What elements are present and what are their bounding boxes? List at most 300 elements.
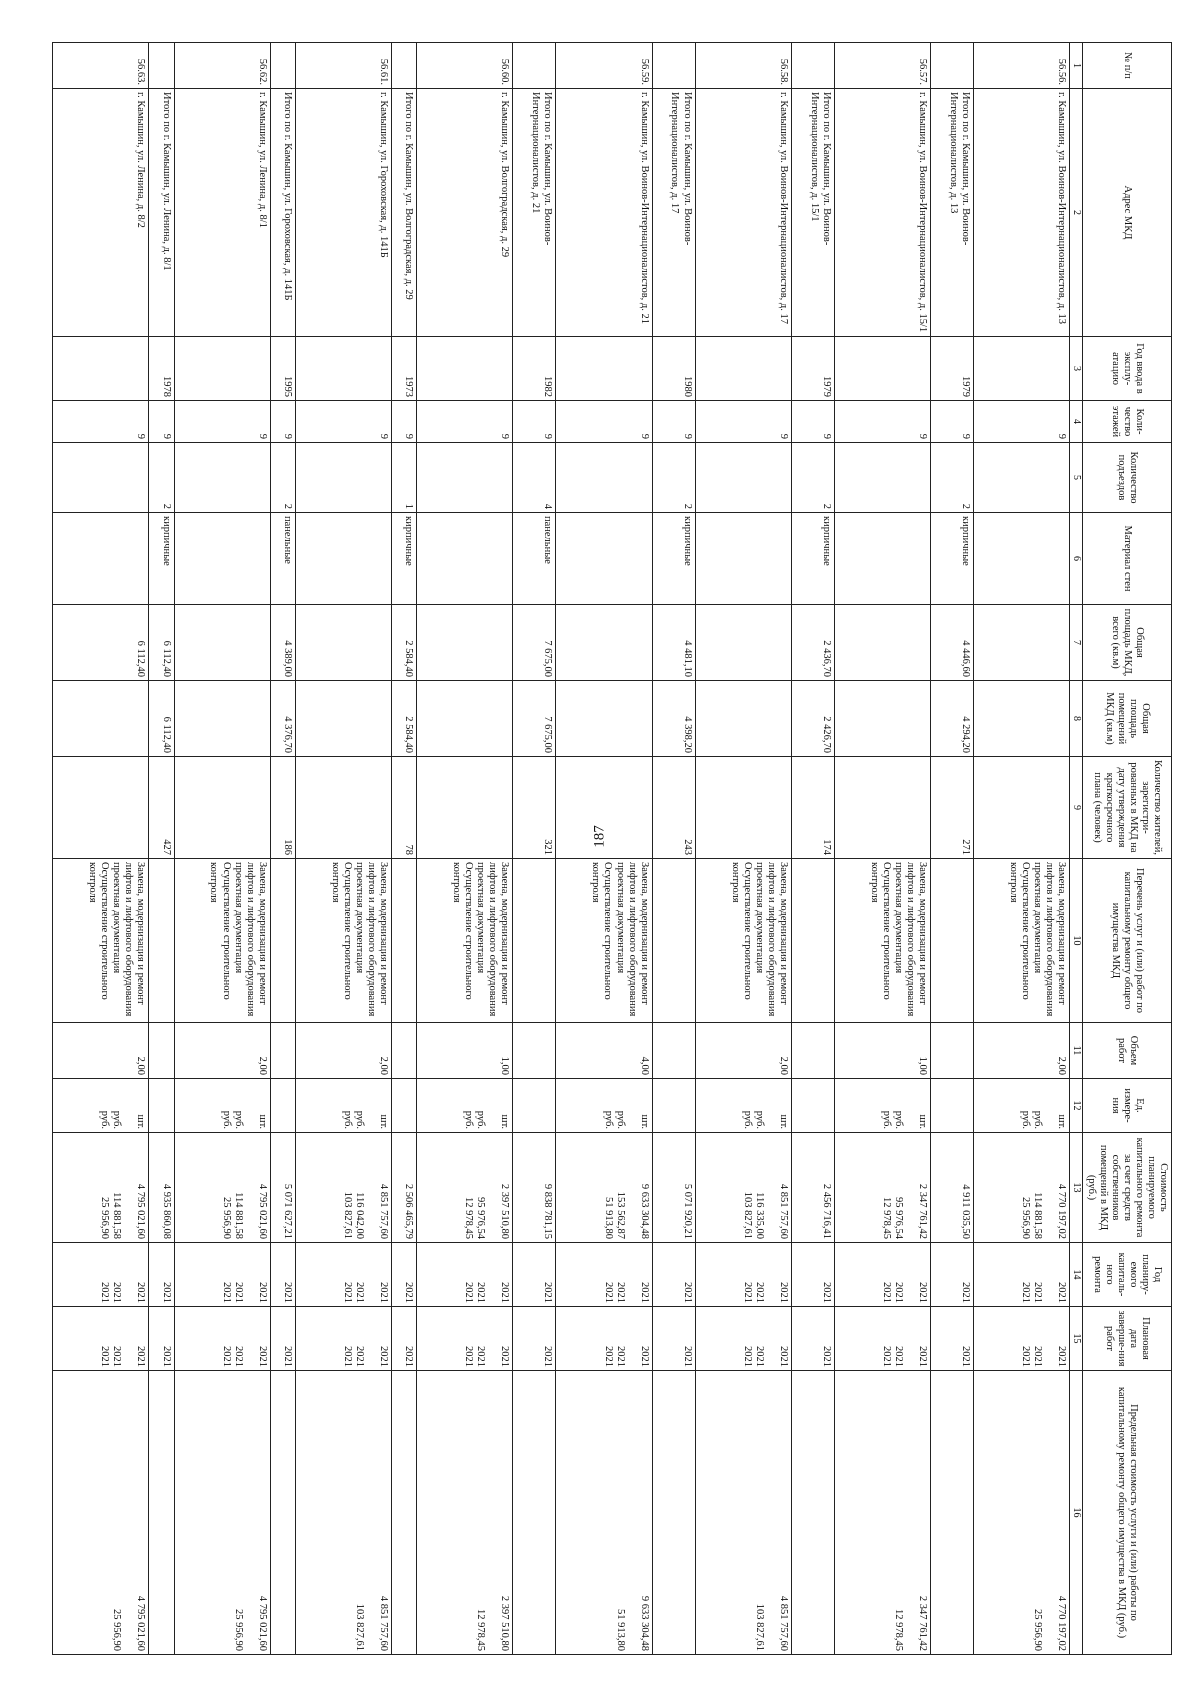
entrances-cell bbox=[930, 443, 973, 513]
plan-year-cell bbox=[53, 1243, 149, 1307]
volume-value: 2,00 bbox=[256, 1056, 268, 1075]
work-item-value: проектная документация bbox=[354, 862, 365, 974]
plan-year-value: 2021 bbox=[959, 1282, 971, 1303]
address-value: Итого по г. Камышин, ул. Гороховская, д. 141Б bbox=[281, 92, 293, 301]
plan-year-cell bbox=[392, 1243, 417, 1307]
column-number: 1 bbox=[1070, 43, 1083, 89]
plan-year-value: 2021 bbox=[681, 1282, 693, 1303]
material-cell bbox=[930, 513, 973, 605]
address-value: Итого по г. Камышин, ул. Воинов-Интернационалистов, д. 17 bbox=[669, 92, 693, 246]
entrances-cell bbox=[652, 443, 695, 513]
plan-year-value: 2021 bbox=[1056, 1282, 1068, 1303]
year-cell bbox=[149, 337, 174, 401]
header-cell: Стоимость планируемого капитального ремонта за счет средств собственников помещений в МКД (руб.) bbox=[1082, 1133, 1171, 1243]
unit-cell bbox=[834, 1079, 930, 1133]
work-item-cell bbox=[295, 859, 391, 1023]
work-item-cell bbox=[834, 859, 930, 1023]
cost-value bbox=[244, 1136, 256, 1239]
entrances-cell bbox=[295, 443, 391, 513]
plan-year-value: 2021 bbox=[463, 1282, 475, 1303]
column-number: 3 bbox=[1070, 337, 1083, 401]
limit-cost-value: 12 978,45 bbox=[892, 1609, 904, 1651]
work-item-value: проектная документация bbox=[475, 862, 487, 974]
end-year-cell bbox=[930, 1307, 973, 1371]
num-cell bbox=[973, 43, 1069, 89]
volume-value: 2,00 bbox=[777, 1056, 789, 1075]
plan-year-value: 2021 bbox=[354, 1282, 366, 1303]
work-item-cell bbox=[417, 859, 513, 1023]
area-rooms-cell bbox=[295, 681, 391, 757]
floors-value: 9 bbox=[959, 433, 971, 439]
plan-year-value: 2021 bbox=[741, 1282, 753, 1303]
work-item-value: проектная документация bbox=[1031, 862, 1043, 974]
limit-cost-cell bbox=[652, 1371, 695, 1655]
plan-year-value: 2021 bbox=[281, 1282, 293, 1303]
num-cell bbox=[834, 43, 930, 89]
address-cell bbox=[417, 89, 513, 337]
end-year-value: 2021 bbox=[354, 1346, 366, 1367]
residents-cell bbox=[556, 757, 652, 859]
unit-cell bbox=[930, 1079, 973, 1133]
limit-cost-value: 4 851 757,60 bbox=[378, 1595, 390, 1651]
volume-value: 2,00 bbox=[135, 1056, 147, 1075]
limit-cost-cell bbox=[930, 1371, 973, 1655]
area-total-value: 4 446,60 bbox=[959, 640, 971, 677]
num-cell bbox=[392, 43, 417, 89]
floors-cell bbox=[174, 401, 270, 443]
end-year-value bbox=[765, 1310, 777, 1367]
cost-cell bbox=[174, 1133, 270, 1243]
year-cell bbox=[392, 337, 417, 401]
floors-value: 9 bbox=[820, 433, 832, 439]
floors-value: 9 bbox=[499, 433, 511, 439]
table-row-total bbox=[791, 43, 834, 1655]
plan-year-value: 2021 bbox=[614, 1282, 626, 1303]
work-item-value: Замена, модернизация и ремонт лифтов и лифтового оборудования bbox=[904, 862, 928, 1017]
year-cell bbox=[295, 337, 391, 401]
residents-value: 186 bbox=[281, 839, 293, 855]
plan-year-cell bbox=[834, 1243, 930, 1307]
year-cell bbox=[930, 337, 973, 401]
cost-value bbox=[122, 1136, 134, 1239]
area-rooms-value: 4 294,20 bbox=[959, 716, 971, 753]
cost-value bbox=[626, 1136, 638, 1239]
plan-year-value: 2021 bbox=[403, 1282, 415, 1303]
entrances-cell bbox=[53, 443, 149, 513]
end-year-cell bbox=[270, 1307, 295, 1371]
limit-cost-value bbox=[486, 1374, 498, 1651]
unit-value: шт. bbox=[638, 1114, 650, 1129]
cost-value: 4 911 035,50 bbox=[959, 1184, 971, 1239]
floors-value: 9 bbox=[256, 433, 268, 439]
material-cell bbox=[417, 513, 513, 605]
work-item-value: Замена, модернизация и ремонт лифтов и лифтового оборудования bbox=[626, 862, 650, 1017]
limit-cost-value: 2 347 761,42 bbox=[916, 1595, 928, 1651]
entrances-cell bbox=[270, 443, 295, 513]
limit-cost-value: 103 827,61 bbox=[354, 1603, 366, 1651]
plan-year-value: 2021 bbox=[342, 1282, 353, 1303]
header-cell: Адрес МКД bbox=[1082, 89, 1171, 337]
residents-value: 427 bbox=[160, 839, 172, 855]
end-year-value: 2021 bbox=[741, 1346, 753, 1367]
floors-cell bbox=[695, 401, 791, 443]
cost-value: 4 851 757,60 bbox=[777, 1183, 789, 1239]
cost-value: 51 913,80 bbox=[602, 1197, 614, 1239]
plan-year-value bbox=[1043, 1246, 1055, 1303]
limit-cost-cell bbox=[174, 1371, 270, 1655]
work-item-value: проектная документация bbox=[614, 862, 626, 974]
area-rooms-cell bbox=[174, 681, 270, 757]
header-cell: Количество подъездов bbox=[1082, 443, 1171, 513]
header-cell: Материал стен bbox=[1082, 513, 1171, 605]
work-item-value: Замена, модернизация и ремонт лифтов и лифтового оборудования bbox=[765, 862, 789, 1017]
address-value: г. Камышин, ул. Воинов-Интернационалистов, д. 21 bbox=[638, 92, 650, 325]
year-value: 1973 bbox=[403, 376, 415, 397]
header-cell: № п/п bbox=[1082, 43, 1171, 89]
residents-cell bbox=[295, 757, 391, 859]
residents-cell bbox=[791, 757, 834, 859]
plan-year-cell bbox=[417, 1243, 513, 1307]
material-cell bbox=[973, 513, 1069, 605]
cost-value: 4 770 197,02 bbox=[1056, 1183, 1068, 1239]
material-value: кирпичные bbox=[160, 516, 172, 566]
work-item-cell bbox=[652, 859, 695, 1023]
table-row-total bbox=[149, 43, 174, 1655]
cost-value: 95 976,54 bbox=[892, 1197, 904, 1239]
limit-cost-value: 4 795 021,60 bbox=[256, 1595, 268, 1651]
area-total-value: 6 112,40 bbox=[160, 640, 172, 677]
unit-value: руб. bbox=[342, 1110, 353, 1129]
address-cell bbox=[973, 89, 1069, 337]
entrances-cell bbox=[417, 443, 513, 513]
table-row-total bbox=[513, 43, 556, 1655]
unit-value: шт. bbox=[1056, 1114, 1068, 1129]
limit-cost-cell bbox=[392, 1371, 417, 1655]
year-cell bbox=[652, 337, 695, 401]
material-cell bbox=[695, 513, 791, 605]
material-value: панельные bbox=[542, 516, 554, 564]
entrances-value: 4 bbox=[542, 503, 554, 509]
volume-value: 2,00 bbox=[1056, 1056, 1068, 1075]
end-year-value: 2021 bbox=[378, 1346, 390, 1367]
area-total-cell bbox=[270, 605, 295, 681]
end-year-value bbox=[626, 1310, 638, 1367]
plan-year-cell bbox=[513, 1243, 556, 1307]
area-total-value: 2 584,40 bbox=[403, 640, 415, 677]
entrances-value: 2 bbox=[681, 503, 693, 509]
work-item-value: Осуществление строительного контроля bbox=[451, 862, 475, 1000]
end-year-value: 2021 bbox=[403, 1346, 415, 1367]
floors-cell bbox=[834, 401, 930, 443]
unit-cell bbox=[973, 1079, 1069, 1133]
entrances-cell bbox=[174, 443, 270, 513]
num-cell bbox=[930, 43, 973, 89]
work-item-cell bbox=[392, 859, 417, 1023]
floors-value: 9 bbox=[916, 433, 928, 439]
volume-cell bbox=[695, 1023, 791, 1079]
area-total-cell bbox=[652, 605, 695, 681]
work-item-value: Замена, модернизация и ремонт лифтов и лифтового оборудования bbox=[123, 862, 147, 1017]
plan-year-value bbox=[904, 1246, 916, 1303]
table-row-total bbox=[392, 43, 417, 1655]
work-item-value: Замена, модернизация и ремонт лифтов и лифтового оборудования bbox=[487, 862, 511, 1017]
table-row bbox=[695, 43, 791, 1655]
unit-value: шт. bbox=[256, 1114, 268, 1129]
work-item-value: Осуществление строительного контроля bbox=[1007, 862, 1031, 1000]
end-year-value: 2021 bbox=[614, 1346, 626, 1367]
area-rooms-cell bbox=[392, 681, 417, 757]
unit-value bbox=[365, 1082, 377, 1129]
unit-value: шт. bbox=[777, 1114, 789, 1129]
plan-year-value: 2021 bbox=[220, 1282, 232, 1303]
plan-year-value bbox=[122, 1246, 134, 1303]
header-cell: Объем работ bbox=[1082, 1023, 1171, 1079]
limit-cost-value: 103 827,61 bbox=[753, 1603, 765, 1651]
unit-cell bbox=[295, 1079, 391, 1133]
area-rooms-value: 2 426,70 bbox=[820, 716, 832, 753]
address-value: Итого по г. Камышин, ул. Ленина, д. 8/1 bbox=[160, 92, 172, 271]
column-number: 9 bbox=[1070, 757, 1083, 859]
volume-cell bbox=[417, 1023, 513, 1079]
year-value: 1982 bbox=[542, 376, 554, 397]
end-year-value: 2021 bbox=[256, 1346, 268, 1367]
plan-year-value bbox=[244, 1246, 256, 1303]
work-item-value: Осуществление строительного контроля bbox=[590, 862, 614, 1000]
entrances-value: 2 bbox=[820, 503, 832, 509]
floors-value: 9 bbox=[160, 433, 172, 439]
work-item-value: Осуществление строительного контроля bbox=[208, 862, 232, 1000]
work-item-cell bbox=[174, 859, 270, 1023]
entrances-value: 2 bbox=[959, 503, 971, 509]
num-cell bbox=[417, 43, 513, 89]
residents-value: 174 bbox=[820, 839, 832, 855]
cost-cell bbox=[270, 1133, 295, 1243]
plan-year-value: 2021 bbox=[232, 1282, 244, 1303]
year-cell bbox=[973, 337, 1069, 401]
cost-value: 4 935 860,08 bbox=[160, 1183, 172, 1239]
end-year-value bbox=[486, 1310, 498, 1367]
area-rooms-cell bbox=[652, 681, 695, 757]
num-cell bbox=[513, 43, 556, 89]
unit-value bbox=[486, 1082, 498, 1129]
table-row bbox=[295, 43, 391, 1655]
floors-value: 9 bbox=[281, 433, 293, 439]
area-rooms-value: 7 675,00 bbox=[542, 716, 554, 753]
cost-value: 4 851 757,60 bbox=[378, 1183, 390, 1239]
end-year-cell bbox=[834, 1307, 930, 1371]
area-total-value: 2 436,70 bbox=[820, 640, 832, 677]
plan-year-cell bbox=[973, 1243, 1069, 1307]
column-number: 14 bbox=[1070, 1243, 1083, 1307]
area-total-cell bbox=[295, 605, 391, 681]
floors-cell bbox=[973, 401, 1069, 443]
unit-cell bbox=[695, 1079, 791, 1133]
unit-value: руб. bbox=[475, 1110, 487, 1129]
num-value: 56.61. bbox=[378, 58, 390, 85]
cost-cell bbox=[791, 1133, 834, 1243]
num-cell bbox=[295, 43, 391, 89]
area-total-cell bbox=[791, 605, 834, 681]
unit-value: руб. bbox=[99, 1110, 111, 1129]
end-year-cell bbox=[417, 1307, 513, 1371]
floors-value: 9 bbox=[681, 433, 693, 439]
volume-cell bbox=[295, 1023, 391, 1079]
cost-cell bbox=[513, 1133, 556, 1243]
end-year-value: 2021 bbox=[602, 1346, 614, 1367]
end-year-value: 2021 bbox=[753, 1346, 765, 1367]
limit-cost-value: 9 633 304,48 bbox=[638, 1595, 650, 1651]
unit-value: шт. bbox=[916, 1114, 928, 1129]
work-item-value: проектная документация bbox=[753, 862, 765, 974]
floors-value: 9 bbox=[777, 433, 789, 439]
area-total-cell bbox=[695, 605, 791, 681]
area-total-cell bbox=[174, 605, 270, 681]
volume-cell bbox=[834, 1023, 930, 1079]
floors-cell bbox=[53, 401, 149, 443]
end-year-value: 2021 bbox=[542, 1346, 554, 1367]
area-rooms-cell bbox=[834, 681, 930, 757]
residents-value: 321 bbox=[542, 839, 554, 855]
unit-value: руб. bbox=[220, 1110, 232, 1129]
material-value: кирпичные bbox=[820, 516, 832, 566]
address-value: г. Камышин, ул. Гороховская, д. 141Б bbox=[378, 92, 390, 258]
limit-cost-value bbox=[122, 1374, 134, 1651]
work-item-value: Замена, модернизация и ремонт лифтов и лифтового оборудования bbox=[1044, 862, 1068, 1017]
volume-cell bbox=[652, 1023, 695, 1079]
cost-value bbox=[486, 1136, 498, 1239]
area-rooms-cell bbox=[556, 681, 652, 757]
residents-cell bbox=[270, 757, 295, 859]
residents-cell bbox=[392, 757, 417, 859]
entrances-cell bbox=[149, 443, 174, 513]
address-value: г. Камышин, ул. Воинов-Интернационалистов, д. 13 bbox=[1056, 92, 1068, 325]
plan-year-cell bbox=[652, 1243, 695, 1307]
plan-year-value bbox=[365, 1246, 377, 1303]
capital-repair-table bbox=[52, 42, 1172, 1655]
end-year-value: 2021 bbox=[499, 1346, 511, 1367]
work-item-cell bbox=[556, 859, 652, 1023]
cost-value: 103 827,61 bbox=[342, 1191, 353, 1239]
end-year-value: 2021 bbox=[820, 1346, 832, 1367]
column-number: 2 bbox=[1070, 89, 1083, 337]
unit-value bbox=[122, 1082, 134, 1129]
area-total-cell bbox=[834, 605, 930, 681]
cost-value: 25 956,90 bbox=[220, 1197, 232, 1239]
residents-cell bbox=[53, 757, 149, 859]
area-rooms-cell bbox=[417, 681, 513, 757]
plan-year-value: 2021 bbox=[1019, 1282, 1031, 1303]
unit-value: руб. bbox=[753, 1110, 765, 1129]
entrances-cell bbox=[973, 443, 1069, 513]
plan-year-cell bbox=[791, 1243, 834, 1307]
material-value: кирпичные bbox=[681, 516, 693, 566]
rotated-document bbox=[52, 42, 1172, 1654]
limit-cost-value bbox=[365, 1374, 377, 1651]
area-total-cell bbox=[973, 605, 1069, 681]
header-cell: Коли-чество этажей bbox=[1082, 401, 1171, 443]
end-year-value bbox=[1043, 1310, 1055, 1367]
cost-value bbox=[765, 1136, 777, 1239]
floors-value: 9 bbox=[403, 433, 415, 439]
column-number: 16 bbox=[1070, 1371, 1083, 1655]
cost-value: 4 795 021,60 bbox=[135, 1183, 147, 1239]
limit-cost-value bbox=[765, 1374, 777, 1651]
year-value: 1979 bbox=[959, 376, 971, 397]
plan-year-value: 2021 bbox=[111, 1282, 123, 1303]
header-cell: Год планиру-емого капиталь-ного ремонта bbox=[1082, 1243, 1171, 1307]
address-value: г. Камышин, ул. Воинов-Интернационалистов, д. 17 bbox=[777, 92, 789, 325]
work-item-cell bbox=[513, 859, 556, 1023]
page-number: 187 bbox=[591, 825, 608, 848]
volume-value: 1,00 bbox=[916, 1056, 928, 1075]
cost-value bbox=[365, 1136, 377, 1239]
end-year-value: 2021 bbox=[959, 1346, 971, 1367]
plan-year-value: 2021 bbox=[99, 1282, 111, 1303]
entrances-cell bbox=[791, 443, 834, 513]
cost-cell bbox=[392, 1133, 417, 1243]
cost-value: 4 795 021,60 bbox=[256, 1183, 268, 1239]
end-year-value: 2021 bbox=[777, 1346, 789, 1367]
material-cell bbox=[392, 513, 417, 605]
residents-value: 271 bbox=[959, 839, 971, 855]
limit-cost-value: 4 795 021,60 bbox=[135, 1595, 147, 1651]
entrances-value: 2 bbox=[281, 503, 293, 509]
limit-cost-cell bbox=[513, 1371, 556, 1655]
limit-cost-value bbox=[1043, 1374, 1055, 1651]
floors-value: 9 bbox=[638, 433, 650, 439]
residents-cell bbox=[652, 757, 695, 859]
num-cell bbox=[556, 43, 652, 89]
cost-cell bbox=[556, 1133, 652, 1243]
residents-value: 78 bbox=[403, 844, 415, 855]
num-value: 56.62. bbox=[256, 58, 268, 85]
limit-cost-value bbox=[244, 1374, 256, 1651]
address-value: Итого по г. Камышин, ул. Воинов-Интернационалистов, д. 15/1 bbox=[808, 92, 832, 246]
floors-cell bbox=[295, 401, 391, 443]
cost-cell bbox=[417, 1133, 513, 1243]
address-cell bbox=[930, 89, 973, 337]
year-value: 1978 bbox=[160, 376, 172, 397]
floors-cell bbox=[791, 401, 834, 443]
work-item-cell bbox=[270, 859, 295, 1023]
unit-value: руб. bbox=[614, 1110, 626, 1129]
residents-cell bbox=[149, 757, 174, 859]
end-year-value bbox=[244, 1310, 256, 1367]
volume-cell bbox=[270, 1023, 295, 1079]
area-rooms-cell bbox=[791, 681, 834, 757]
plan-year-value: 2021 bbox=[542, 1282, 554, 1303]
address-cell bbox=[791, 89, 834, 337]
volume-value: 2,00 bbox=[378, 1056, 390, 1075]
header-cell: Предельная стоимость услуги и (или) работы по капитальному ремонту общего имущества в МКД (руб.) bbox=[1082, 1371, 1171, 1655]
end-year-value bbox=[365, 1310, 377, 1367]
cost-cell bbox=[149, 1133, 174, 1243]
unit-value: руб. bbox=[892, 1110, 904, 1129]
residents-cell bbox=[417, 757, 513, 859]
work-item-value: Замена, модернизация и ремонт лифтов и лифтового оборудования bbox=[244, 862, 268, 1017]
floors-cell bbox=[652, 401, 695, 443]
unit-value bbox=[244, 1082, 256, 1129]
end-year-cell bbox=[392, 1307, 417, 1371]
unit-cell bbox=[149, 1079, 174, 1133]
volume-cell bbox=[53, 1023, 149, 1079]
unit-cell bbox=[392, 1079, 417, 1133]
end-year-cell bbox=[973, 1307, 1069, 1371]
end-year-cell bbox=[652, 1307, 695, 1371]
num-cell bbox=[270, 43, 295, 89]
limit-cost-cell bbox=[695, 1371, 791, 1655]
cost-value: 153 562,87 bbox=[614, 1191, 626, 1239]
